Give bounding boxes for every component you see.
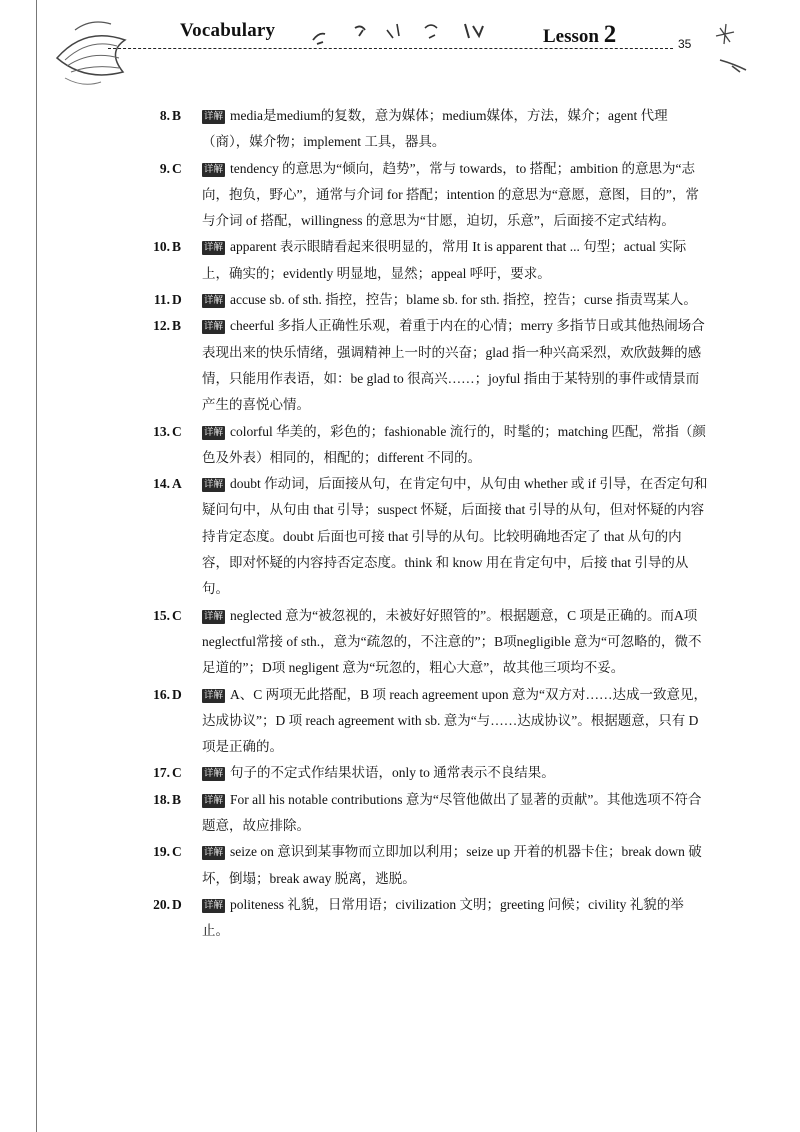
question-number: 14. xyxy=(153,476,170,492)
question-number: 18. xyxy=(153,791,170,807)
answer-entry xyxy=(0,287,800,313)
question-number: 20. xyxy=(153,896,170,912)
answer-entry xyxy=(0,682,800,761)
explanation-text: cheerful 多指人正确性乐观，着重于内在的心情；merry 多指节日或其他热闹场合表现出来的快乐情绪，强调精神上一时的兴奋；glad 指一种兴高采烈，欢欣鼓舞的感情，只能用作表语，如：be glad to 很高兴……；joyful 指由于某特别的事件或情景而产生的喜悦心情。 xyxy=(202,318,705,413)
lesson-label: Lesson xyxy=(543,26,599,47)
answer-letter: C xyxy=(172,160,182,176)
explanation-badge: 详解 xyxy=(204,321,224,333)
decorative-strokes-icon xyxy=(305,18,505,48)
explanation xyxy=(202,682,708,761)
answer-entry xyxy=(0,603,800,682)
explanation-badge: 详解 xyxy=(204,111,224,122)
answer-letter: C xyxy=(172,423,182,439)
explanation xyxy=(202,313,708,418)
answer-entry xyxy=(0,103,800,156)
explanation xyxy=(202,760,708,786)
answer-letter: B xyxy=(172,239,182,255)
explanation-badge: 详解 xyxy=(204,847,224,859)
answer-letter: C xyxy=(172,765,182,781)
answer-entry xyxy=(0,313,800,418)
page-number: 35 xyxy=(678,37,692,51)
explanation-badge: 详解 xyxy=(204,242,224,254)
question-number: 8. xyxy=(159,108,170,123)
header-divider xyxy=(108,48,673,49)
answer-entry xyxy=(0,892,800,945)
question-number: 12. xyxy=(153,318,170,334)
answer-entry xyxy=(0,234,800,287)
explanation-badge: 详解 xyxy=(204,899,224,911)
answer-entry xyxy=(0,419,800,472)
answer-key-list xyxy=(0,103,800,945)
question-number: 11. xyxy=(153,292,170,308)
question-number: 19. xyxy=(153,844,170,860)
answer-letter: C xyxy=(172,607,182,623)
explanation xyxy=(202,839,708,892)
answer-letter: B xyxy=(172,108,182,123)
question-number: 13. xyxy=(153,423,170,439)
answer-entry xyxy=(0,760,800,786)
explanation xyxy=(202,419,708,472)
explanation xyxy=(202,234,708,287)
explanation-text: A、C 两项无此搭配，B 项 reach agreement upon 意为“双方对……达成一致意见，达成协议”；D 项 reach agreement with sb. 意为“与……达成协议”。根据题意，只有 D 项是正确的。 xyxy=(202,686,707,755)
explanation xyxy=(202,156,708,235)
page-header xyxy=(0,0,800,95)
answer-letter: A xyxy=(172,476,182,492)
explanation-badge: 详解 xyxy=(204,689,224,701)
shell-logo-icon xyxy=(45,8,175,93)
question-number: 15. xyxy=(153,607,170,623)
explanation-text: politeness 礼貌，日常用语；civilization 文明；greeting 问候；civility 礼貌的举止。 xyxy=(202,896,684,939)
explanation xyxy=(202,787,708,840)
header-lesson xyxy=(543,21,616,49)
answer-letter: D xyxy=(172,292,182,308)
answer-entry xyxy=(0,156,800,235)
question-number: 9. xyxy=(159,160,170,176)
explanation-badge: 详解 xyxy=(204,426,224,438)
explanation-text: media是medium的复数，意为媒体；medium媒体，方法，媒介；agent 代理（商），媒介物；implement 工具，器具。 xyxy=(202,108,668,150)
question-number: 16. xyxy=(153,686,170,702)
answer-letter: B xyxy=(172,318,182,334)
explanation-badge: 详解 xyxy=(204,163,224,175)
explanation-badge: 详解 xyxy=(204,794,224,806)
question-number: 17. xyxy=(153,765,170,781)
explanation-text: For all his notable contributions 意为“尽管他做出了显著的贡献”。其他选项不符合题意，故应排除。 xyxy=(202,791,702,834)
question-number: 10. xyxy=(153,239,170,255)
answer-entry xyxy=(0,471,800,602)
explanation-text: seize on 意识到某事物而立即加以利用；seize up 开着的机器卡住；break down 破坏，倒塌；break away 脱离，逃脱。 xyxy=(202,844,702,886)
header-title: Vocabulary xyxy=(180,20,276,41)
explanation-text: doubt 作动词，后面接从句，在肯定句中，从句由 whether 或 if 引导，在否定句和疑问句中，从句由 that 引导；suspect 怀疑，后面接 that 引导的从句，但对怀疑的内容持肯定态度。doubt 后面也可接 that 引导的从句。比较明确地否定了 that 从句的内容，即对怀疑的内容持否定态度。think 和 know 用在肯定句中，后接 that 引导的从句。 xyxy=(202,476,708,597)
explanation xyxy=(202,103,708,156)
answer-entry xyxy=(0,787,800,840)
lesson-number: 2 xyxy=(603,21,617,48)
explanation-badge: 详解 xyxy=(204,295,224,307)
explanation-text: accuse sb. of sth. 指控，控告；blame sb. for sth. 指控，控告；curse 指责骂某人。 xyxy=(230,292,697,308)
explanation-text: colorful 华美的，彩色的；fashionable 流行的，时髦的；matching 匹配，常指（颜色及外表）相同的，相配的；different 不同的。 xyxy=(202,423,706,465)
explanation xyxy=(202,471,708,602)
sparkle-decoration-icon xyxy=(712,20,762,90)
explanation-badge: 详解 xyxy=(204,768,224,780)
explanation-badge: 详解 xyxy=(204,610,224,622)
explanation xyxy=(202,892,708,945)
answer-letter: C xyxy=(172,844,182,860)
explanation-text: 句子的不定式作结果状语，only to 通常表示不良结果。 xyxy=(230,765,555,781)
answer-entry xyxy=(0,839,800,892)
explanation-text: neglected 意为“被忽视的，未被好好照管的”。根据题意，C 项是正确的。而A项neglectful常接 of sth.，意为“疏忽的，不注意的”；B项negligible 意为“可忽略的，微不足道的”；D项 negligent 意为“玩忽的，粗心大意”，故其他三项均不妥。 xyxy=(202,607,702,676)
explanation-badge: 详解 xyxy=(204,479,224,491)
answer-letter: D xyxy=(172,686,182,702)
answer-letter: D xyxy=(172,896,182,912)
explanation xyxy=(202,603,708,682)
explanation-text: apparent 表示眼睛看起来很明显的，常用 It is apparent that ... 句型；actual 实际上，确实的；evidently 明显地，显然；appeal 呼吁，要求。 xyxy=(202,239,687,281)
explanation-text: tendency 的意思为“倾向，趋势”，常与 towards，to 搭配；ambition 的意思为“志向，抱负，野心”，通常与介词 for 搭配；intention 的意思为“意愿，意图，目的”，常与介词 of 搭配，willingness 的意思为“甘愿，迫切，乐意”，后面接不定式结构。 xyxy=(202,160,699,229)
explanation xyxy=(202,287,708,313)
answer-letter: B xyxy=(172,791,182,807)
